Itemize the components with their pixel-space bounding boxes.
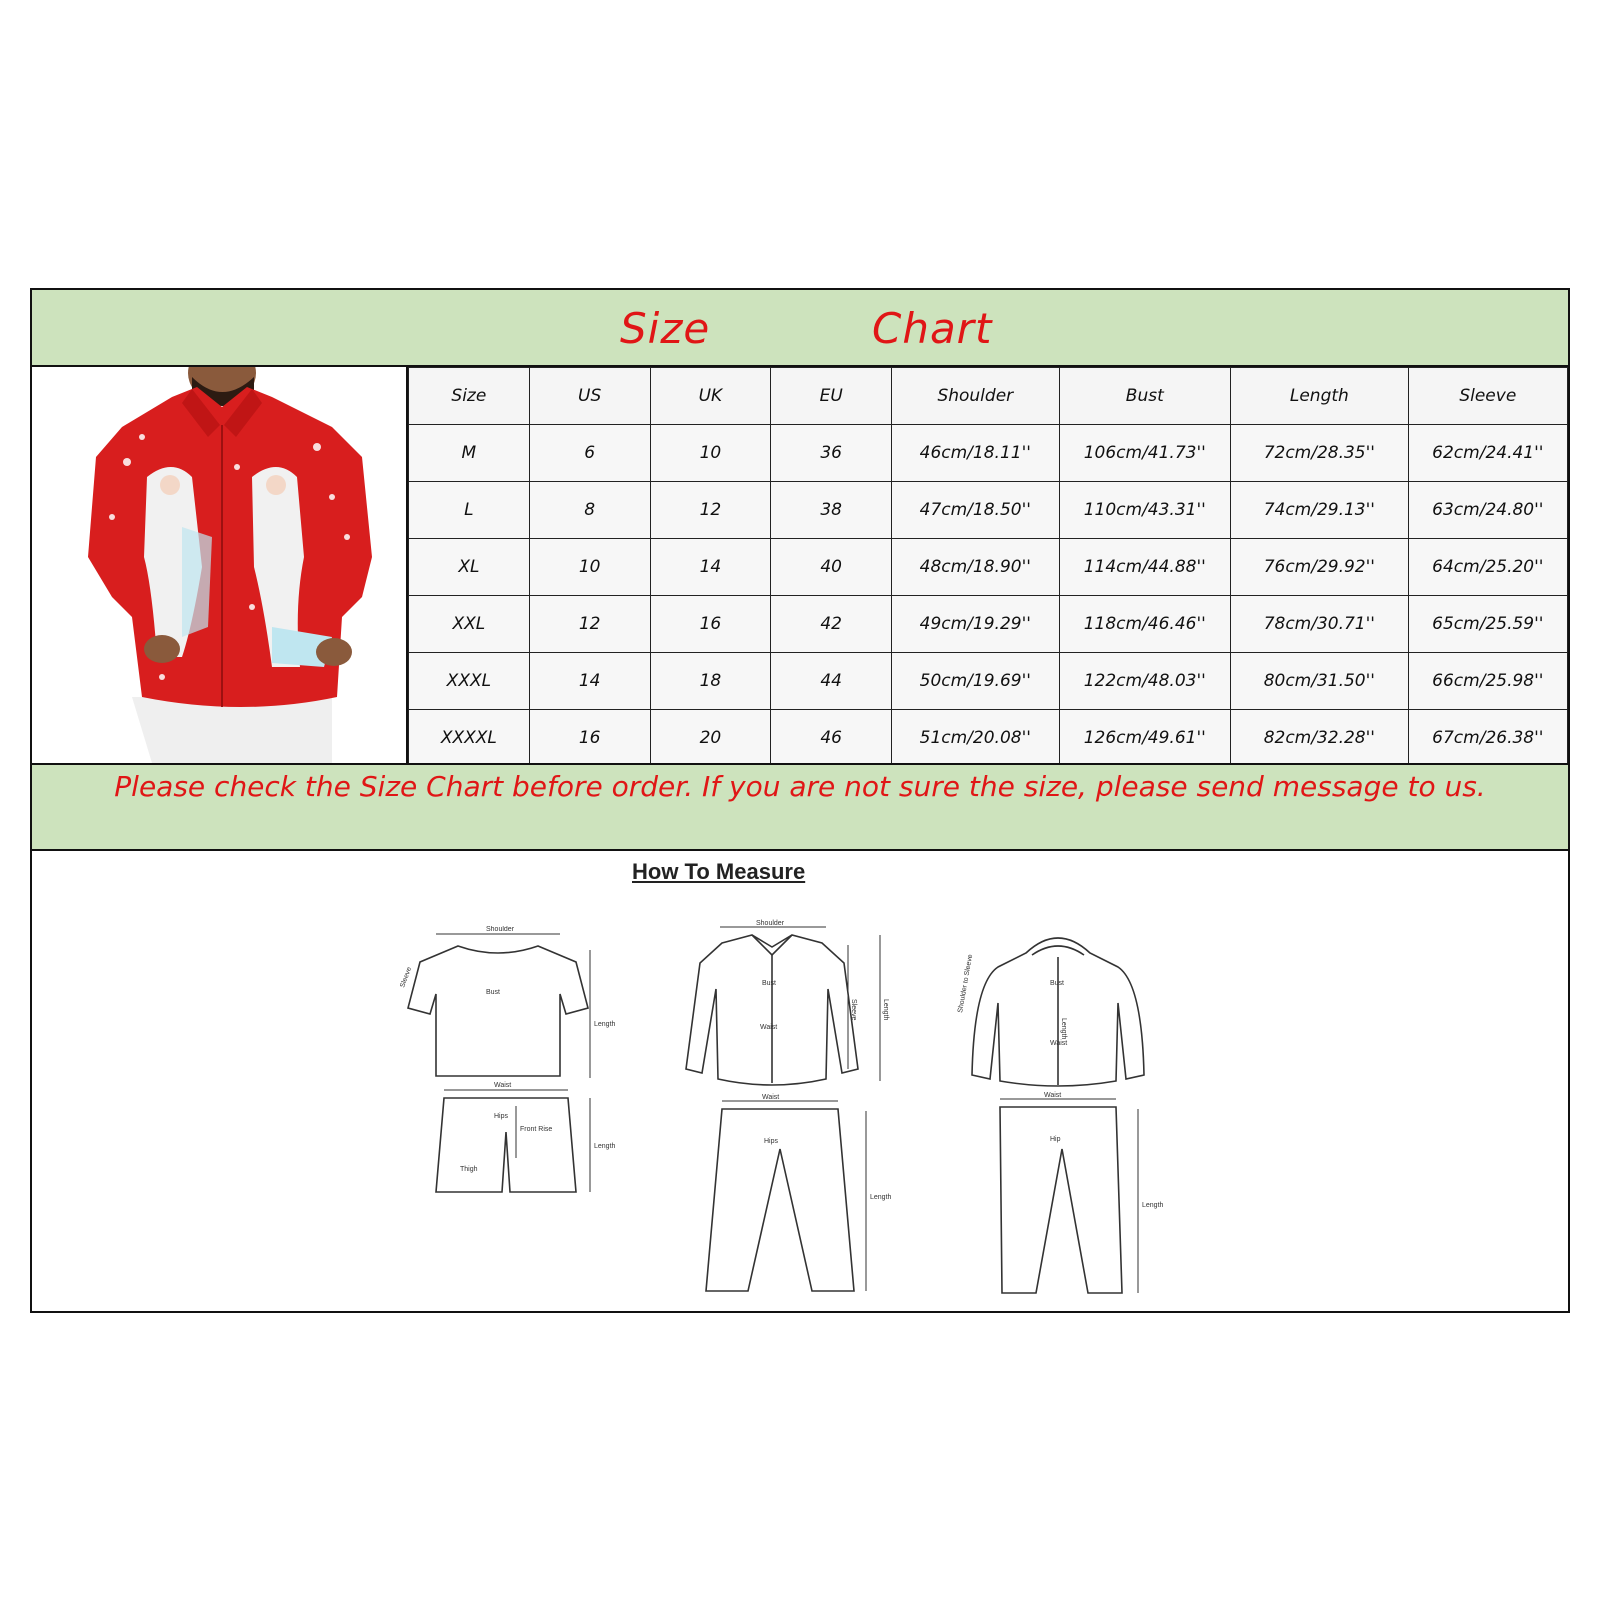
shirt-pants-diagram	[660, 919, 900, 1299]
table-header-row	[409, 368, 1568, 425]
size-table	[408, 367, 1568, 767]
size-chart-frame	[30, 288, 1570, 1313]
table-row	[409, 596, 1568, 653]
col-header-us: US	[529, 368, 650, 425]
long-shirt-diagram	[686, 920, 889, 1085]
joggers-diagram	[1000, 1092, 1164, 1293]
cell-shoulder: 47cm/18.50''	[892, 482, 1059, 539]
shorts-diagram	[436, 1082, 616, 1192]
cell-us: 16	[529, 710, 650, 767]
cell-bust: 114cm/44.88''	[1059, 539, 1231, 596]
cell-shoulder: 46cm/18.11''	[892, 425, 1059, 482]
cell-sleeve: 64cm/25.20''	[1408, 539, 1567, 596]
cell-length: 82cm/32.28''	[1231, 710, 1409, 767]
cell-size: XXXXL	[409, 710, 530, 767]
svg-text:Waist: Waist	[1050, 1040, 1068, 1047]
cell-us: 14	[529, 653, 650, 710]
svg-text:Hips: Hips	[764, 1138, 779, 1145]
cell-eu: 38	[771, 482, 892, 539]
measure-title: How To Measure	[632, 859, 806, 884]
svg-text:Length: Length	[1142, 1202, 1164, 1209]
cell-us: 12	[529, 596, 650, 653]
cell-length: 78cm/30.71''	[1231, 596, 1409, 653]
cell-size: M	[409, 425, 530, 482]
cell-us: 6	[529, 425, 650, 482]
title-chart: Chart	[872, 304, 993, 353]
svg-text:Shoulder: Shoulder	[756, 920, 785, 927]
title-band	[32, 290, 1568, 367]
cell-eu: 40	[771, 539, 892, 596]
cell-bust: 106cm/41.73''	[1059, 425, 1231, 482]
cell-bust: 110cm/43.31''	[1059, 482, 1231, 539]
cell-size: L	[409, 482, 530, 539]
hoodie-diagram	[957, 938, 1144, 1086]
cell-eu: 46	[771, 710, 892, 767]
col-header-size: Size	[409, 368, 530, 425]
svg-text:Bust: Bust	[762, 980, 777, 987]
svg-text:Bust: Bust	[486, 989, 501, 996]
svg-text:Waist: Waist	[762, 1094, 780, 1101]
cell-length: 72cm/28.35''	[1231, 425, 1409, 482]
cell-us: 8	[529, 482, 650, 539]
cell-eu: 36	[771, 425, 892, 482]
col-header-sleeve: Sleeve	[1408, 368, 1567, 425]
cell-uk: 10	[650, 425, 771, 482]
svg-text:Waist: Waist	[760, 1024, 778, 1031]
cell-shoulder: 50cm/19.69''	[892, 653, 1059, 710]
cell-bust: 118cm/46.46''	[1059, 596, 1231, 653]
cell-uk: 12	[650, 482, 771, 539]
pants-diagram	[706, 1094, 892, 1291]
size-note: Please check the Size Chart before order. If you are not sure the size, please send message to us.	[32, 763, 1568, 851]
hoodie-joggers-diagram	[954, 923, 1194, 1303]
tshirt-shorts-diagram	[398, 926, 628, 1206]
cell-size: XL	[409, 539, 530, 596]
cell-bust: 126cm/49.61''	[1059, 710, 1231, 767]
cell-uk: 14	[650, 539, 771, 596]
cell-length: 76cm/29.92''	[1231, 539, 1409, 596]
cell-sleeve: 65cm/25.59''	[1408, 596, 1567, 653]
svg-text:Length: Length	[594, 1143, 616, 1150]
col-header-shoulder: Shoulder	[892, 368, 1059, 425]
svg-text:Hips: Hips	[494, 1113, 509, 1120]
col-header-bust: Bust	[1059, 368, 1231, 425]
cell-sleeve: 63cm/24.80''	[1408, 482, 1567, 539]
svg-text:Hip: Hip	[1050, 1136, 1061, 1143]
table-row	[409, 539, 1568, 596]
cell-size: XXXL	[409, 653, 530, 710]
title-size: Size	[620, 304, 711, 353]
cell-shoulder: 51cm/20.08''	[892, 710, 1059, 767]
table-row	[409, 482, 1568, 539]
svg-text:Waist: Waist	[494, 1082, 512, 1089]
tshirt-diagram	[399, 926, 615, 1078]
cell-sleeve: 66cm/25.98''	[1408, 653, 1567, 710]
cell-eu: 42	[771, 596, 892, 653]
svg-text:Front Rise: Front Rise	[520, 1126, 553, 1133]
svg-text:Length: Length	[594, 1021, 616, 1028]
table-row	[409, 425, 1568, 482]
cell-sleeve: 62cm/24.41''	[1408, 425, 1567, 482]
svg-text:Length: Length	[1060, 1018, 1067, 1040]
svg-text:Shoulder: Shoulder	[486, 926, 515, 933]
cell-uk: 16	[650, 596, 771, 653]
svg-text:Sleeve: Sleeve	[850, 999, 857, 1021]
shirt-photo	[32, 367, 408, 763]
svg-text:Shoulder to Sleeve: Shoulder to Sleeve	[957, 953, 975, 1014]
table-row	[409, 653, 1568, 710]
cell-size: XXL	[409, 596, 530, 653]
table-row	[409, 710, 1568, 767]
cell-shoulder: 49cm/19.29''	[892, 596, 1059, 653]
svg-text:Sleeve: Sleeve	[399, 966, 414, 989]
cell-length: 74cm/29.13''	[1231, 482, 1409, 539]
cell-uk: 18	[650, 653, 771, 710]
svg-text:Waist: Waist	[1044, 1092, 1062, 1099]
cell-shoulder: 48cm/18.90''	[892, 539, 1059, 596]
cell-bust: 122cm/48.03''	[1059, 653, 1231, 710]
col-header-length: Length	[1231, 368, 1409, 425]
svg-text:Length: Length	[882, 999, 889, 1021]
cell-length: 80cm/31.50''	[1231, 653, 1409, 710]
col-header-eu: EU	[771, 368, 892, 425]
svg-text:Bust: Bust	[1050, 980, 1065, 987]
product-photo	[32, 367, 408, 763]
svg-text:Length: Length	[870, 1194, 892, 1201]
cell-sleeve: 67cm/26.38''	[1408, 710, 1567, 767]
how-to-measure-section	[32, 851, 1568, 1313]
cell-eu: 44	[771, 653, 892, 710]
col-header-uk: UK	[650, 368, 771, 425]
cell-us: 10	[529, 539, 650, 596]
svg-text:Thigh: Thigh	[460, 1166, 478, 1173]
cell-uk: 20	[650, 710, 771, 767]
